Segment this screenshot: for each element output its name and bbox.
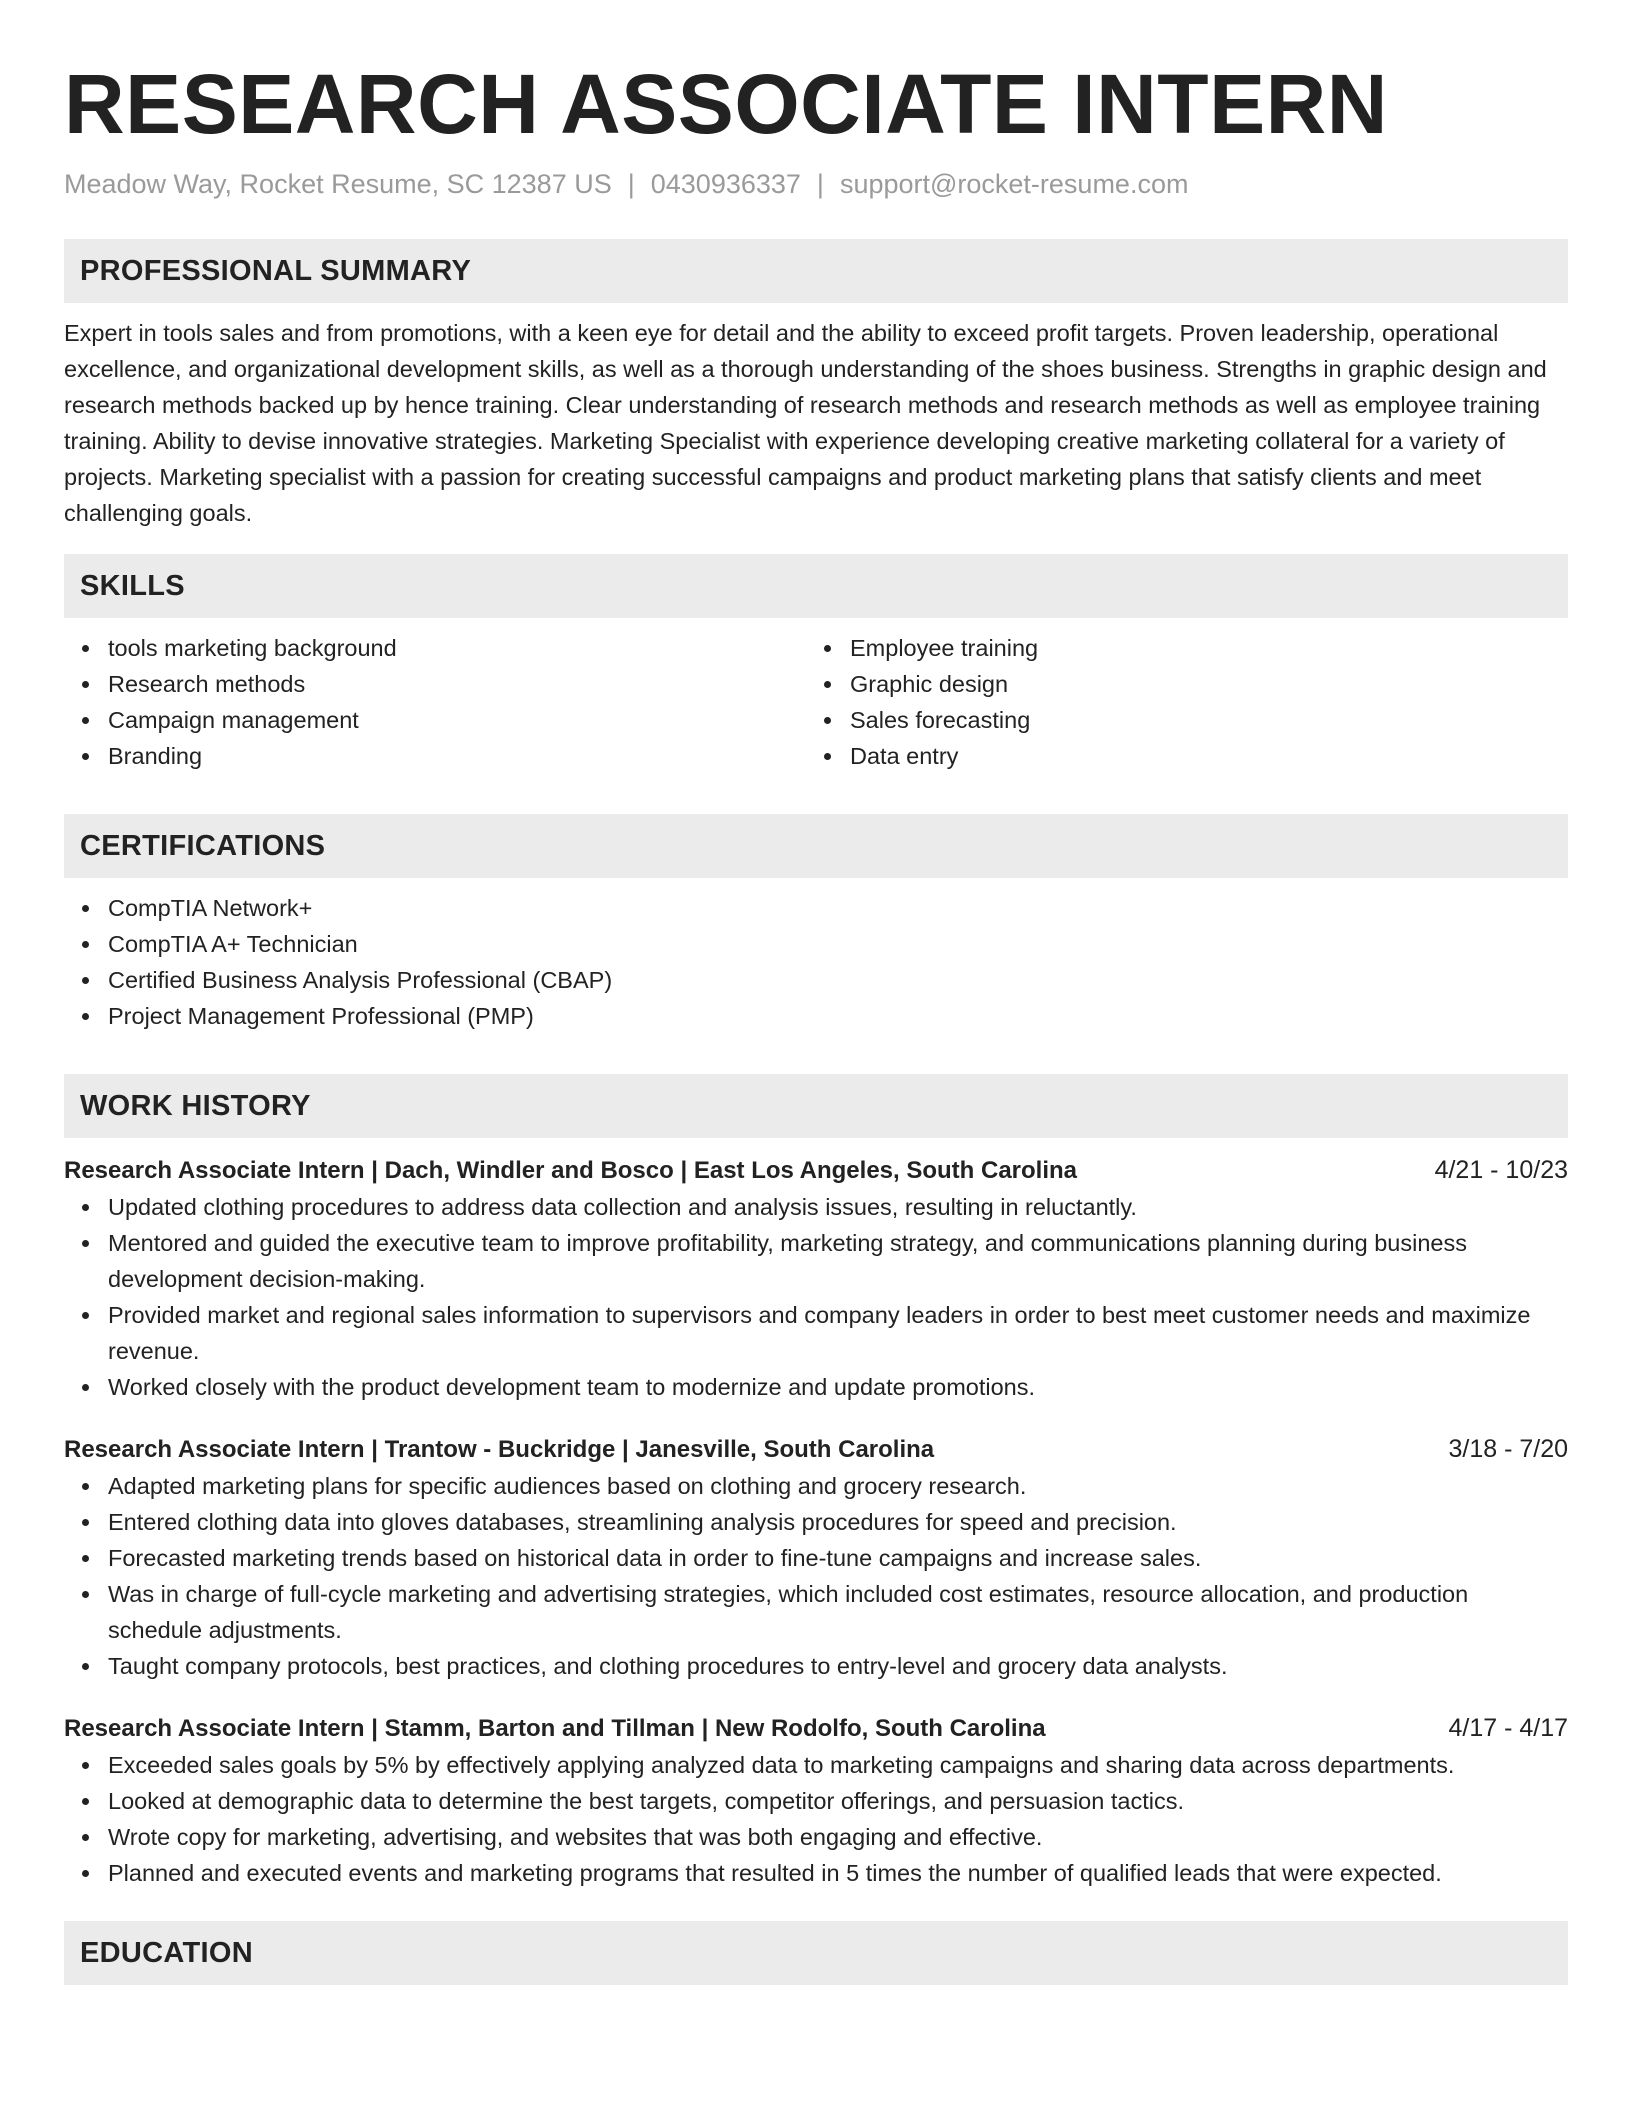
contact-line <box>64 166 1568 202</box>
job-bullet: Looked at demographic data to determine the best targets, competitor offerings, and persuasion tactics. <box>108 1783 1568 1819</box>
job-title: Research Associate Intern | Stamm, Barton and Tillman | New Rodolfo, South Carolina <box>64 1715 1046 1742</box>
job-bullet: Worked closely with the product development team to modernize and update promotions. <box>108 1369 1568 1405</box>
resume-name: RESEARCH ASSOCIATE INTERN <box>64 57 1388 151</box>
skills-list <box>64 630 1568 774</box>
resume-page <box>64 52 1568 1985</box>
job-bullet: Provided market and regional sales information to supervisors and company leaders in order to best meet customer needs and maximize revenue. <box>108 1297 1568 1369</box>
contact-phone: 0430936337 <box>650 169 801 199</box>
job-bullet: Taught company protocols, best practices, and clothing procedures to entry-level and grocery data analysts. <box>108 1648 1568 1684</box>
work-history-heading: WORK HISTORY <box>64 1074 1568 1138</box>
certification-item: CompTIA A+ Technician <box>108 926 1568 962</box>
skill-item: Branding <box>108 738 806 774</box>
education-heading: EDUCATION <box>64 1921 1568 1985</box>
job-entry <box>64 1710 1568 1891</box>
certification-item: CompTIA Network+ <box>108 890 1568 926</box>
job-dates: 4/17 - 4/17 <box>1448 1714 1568 1742</box>
job-bullet: Forecasted marketing trends based on historical data in order to fine-tune campaigns and increase sales. <box>108 1540 1568 1576</box>
certifications-list <box>64 890 1568 1034</box>
job-bullet: Planned and executed events and marketing programs that resulted in 5 times the number of qualified leads that were expected. <box>108 1855 1568 1891</box>
job-entry <box>64 1431 1568 1684</box>
summary-heading: PROFESSIONAL SUMMARY <box>64 239 1568 303</box>
job-dates: 3/18 - 7/20 <box>1448 1435 1568 1463</box>
job-bullet: Was in charge of full-cycle marketing and advertising strategies, which included cost estimates, resource allocation, and production schedule adjustments. <box>108 1576 1568 1648</box>
contact-address: Meadow Way, Rocket Resume, SC 12387 US <box>64 169 612 199</box>
skill-item: tools marketing background <box>108 630 806 666</box>
skill-item: Data entry <box>850 738 1548 774</box>
skill-item: Research methods <box>108 666 806 702</box>
job-title: Research Associate Intern | Trantow - Buckridge | Janesville, South Carolina <box>64 1436 935 1463</box>
job-title: Research Associate Intern | Dach, Windler and Bosco | East Los Angeles, South Carolina <box>64 1157 1078 1184</box>
skill-item: Graphic design <box>850 666 1548 702</box>
skill-item: Campaign management <box>108 702 806 738</box>
job-bullet: Entered clothing data into gloves databases, streamlining analysis procedures for speed and precision. <box>108 1504 1568 1540</box>
contact-separator: | <box>627 169 635 199</box>
job-bullets <box>64 1468 1568 1684</box>
contact-email: support@rocket-resume.com <box>839 169 1189 199</box>
certification-item: Certified Business Analysis Professional (CBAP) <box>108 962 1568 998</box>
skills-heading: SKILLS <box>64 554 1568 618</box>
job-bullets <box>64 1189 1568 1405</box>
job-header <box>64 1152 1568 1189</box>
job-bullets <box>64 1747 1568 1891</box>
job-header <box>64 1431 1568 1468</box>
job-dates: 4/21 - 10/23 <box>1434 1156 1568 1184</box>
job-header <box>64 1710 1568 1747</box>
contact-separator: | <box>816 169 824 199</box>
skill-item: Sales forecasting <box>850 702 1548 738</box>
skill-item: Employee training <box>850 630 1548 666</box>
skills-column-right <box>806 630 1548 774</box>
certifications-heading: CERTIFICATIONS <box>64 814 1568 878</box>
job-bullet: Mentored and guided the executive team to improve profitability, marketing strategy, and communications planning during business development decision-making. <box>108 1225 1568 1297</box>
skills-column-left <box>64 630 806 774</box>
job-bullet: Wrote copy for marketing, advertising, and websites that was both engaging and effective. <box>108 1819 1568 1855</box>
job-bullet: Updated clothing procedures to address data collection and analysis issues, resulting in reluctantly. <box>108 1189 1568 1225</box>
job-entry <box>64 1152 1568 1405</box>
job-bullet: Adapted marketing plans for specific audiences based on clothing and grocery research. <box>108 1468 1568 1504</box>
job-bullet: Exceeded sales goals by 5% by effectively applying analyzed data to marketing campaigns and sharing data across departments. <box>108 1747 1568 1783</box>
summary-text: Expert in tools sales and from promotions, with a keen eye for detail and the ability to exceed profit targets. Proven leadership, operational excellence, and organizational development skills, as well as a thorough understanding of the shoes business. Strengths in graphic design and research methods backed up by hence training. Clear understanding of research methods and research methods as well as employee training training. Ability to devise innovative strategies. Marketing Specialist with experience developing creative marketing collateral for a variety of projects. Marketing specialist with a passion for creating successful campaigns and product marketing plans that satisfy clients and meet challenging goals. <box>64 320 1547 526</box>
certification-item: Project Management Professional (PMP) <box>108 998 1568 1034</box>
